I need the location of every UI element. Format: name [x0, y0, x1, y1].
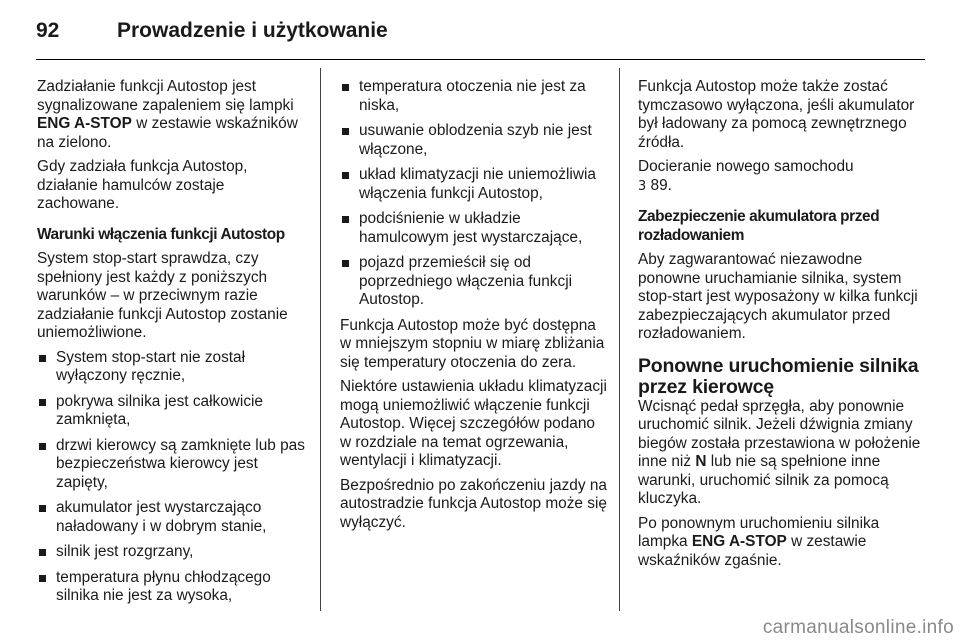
page-header: [36, 14, 924, 48]
column-3: [638, 78, 928, 576]
page-ref-arrow-icon: 3: [638, 178, 647, 194]
paragraph: Funkcja Autostop może być dostępna w mniejszym stopniu w miarę zbliżania się temperatury otoczenia do zera.: [340, 316, 605, 371]
page-number: 92: [36, 19, 60, 42]
list-item: drzwi kierowcy są zamknięte lub pas bezpieczeństwa kierowcy jest zapięty,: [37, 437, 307, 493]
section-heading: Warunki włączenia funkcji Autostop: [37, 225, 285, 243]
list-item: układ klimatyzacji nie uniemożliwia włączenia funkcji Autostop,: [340, 166, 608, 203]
column-1: [37, 78, 307, 613]
list-item: temperatura płynu chłodzącego silnika nie jest za wysoka,: [37, 569, 307, 606]
cross-reference[interactable]: Docieranie nowego samochodu 3 89.: [638, 158, 854, 194]
column-divider: [619, 68, 620, 611]
column-divider: [320, 68, 321, 611]
paragraph: Po ponownym uruchomieniu silnika lampka ENG A-STOP w zestawie wskaźników zgaśnie.: [638, 514, 880, 569]
paragraph: Aby zagwarantować niezawodne ponowne uruchamianie silnika, system stop-start jest wyposażony w kilka funkcji zabezpieczających akumulator przed rozładowaniem.: [638, 251, 918, 342]
paragraph: Gdy zadziała funkcja Autostop, działanie hamulców zostaje zachowane.: [37, 158, 248, 212]
list-item: silnik jest rozgrzany,: [37, 543, 307, 562]
conditions-list-continued: [340, 78, 608, 310]
section-heading: Zabezpieczenie akumulatora przed rozładowaniem: [638, 208, 880, 244]
paragraph: Bezpośrednio po zakończeniu jazdy na autostradzie funkcja Autostop może się wyłączyć.: [340, 476, 607, 531]
watermark: carmanualsonline.info: [762, 617, 954, 638]
header-rule: [36, 59, 925, 60]
list-item: pokrywa silnika jest całkowicie zamknięta,: [37, 393, 307, 430]
paragraph: Funkcja Autostop może także zostać tymczasowo wyłączona, jeśli akumulator był ładowany za pomocą zewnętrznego źródła.: [638, 78, 915, 151]
page-title: Prowadzenie i użytkowanie: [117, 19, 388, 42]
major-heading: Ponowne uruchomienie silnika przez kierowcę: [638, 354, 919, 398]
list-item: akumulator jest wystarczająco naładowany i w dobrym stanie,: [37, 499, 307, 536]
paragraph: System stop-start sprawdza, czy spełniony jest każdy z poniższych warunków – w przeciwnym razie zadziałanie funkcji Autostop zostanie uniemożliwione.: [37, 250, 288, 341]
paragraph: Niektóre ustawienia układu klimatyzacji mogą uniemożliwić włączenie funkcji Autostop. Więcej szczegółów podano w rozdziale na temat ogrzewania, wentylacji i klimatyzacji.: [340, 378, 607, 469]
list-item: podciśnienie w układzie hamulcowym jest wystarczające,: [340, 210, 608, 247]
list-item: usuwanie oblodzenia szyb nie jest włączone,: [340, 122, 608, 159]
indicator-name: ENG A-STOP: [37, 115, 132, 132]
list-item: temperatura otoczenia nie jest za niska,: [340, 78, 608, 115]
gear-position: N: [695, 453, 707, 470]
list-item: System stop-start nie został wyłączony ręcznie,: [37, 349, 307, 386]
paragraph: Wcisnąć pedał sprzęgła, aby ponownie uruchomić silnik. Jeżeli dźwignia zmiany biegów została przestawiona w położenie inne niż N lub nie są spełnione inne warunki, uruchomić silnik za pomocą kluczyka.: [638, 397, 921, 507]
list-item: pojazd przemieścił się od poprzedniego włączenia funkcji Autostop.: [340, 254, 608, 310]
indicator-name: ENG A-STOP: [691, 533, 787, 550]
paragraph: Zadziałanie funkcji Autostop jest sygnalizowane zapaleniem się lampki ENG A-STOP w zestawie wskaźników na zielono.: [37, 78, 298, 151]
column-2: [340, 78, 608, 538]
conditions-list: [37, 349, 307, 606]
